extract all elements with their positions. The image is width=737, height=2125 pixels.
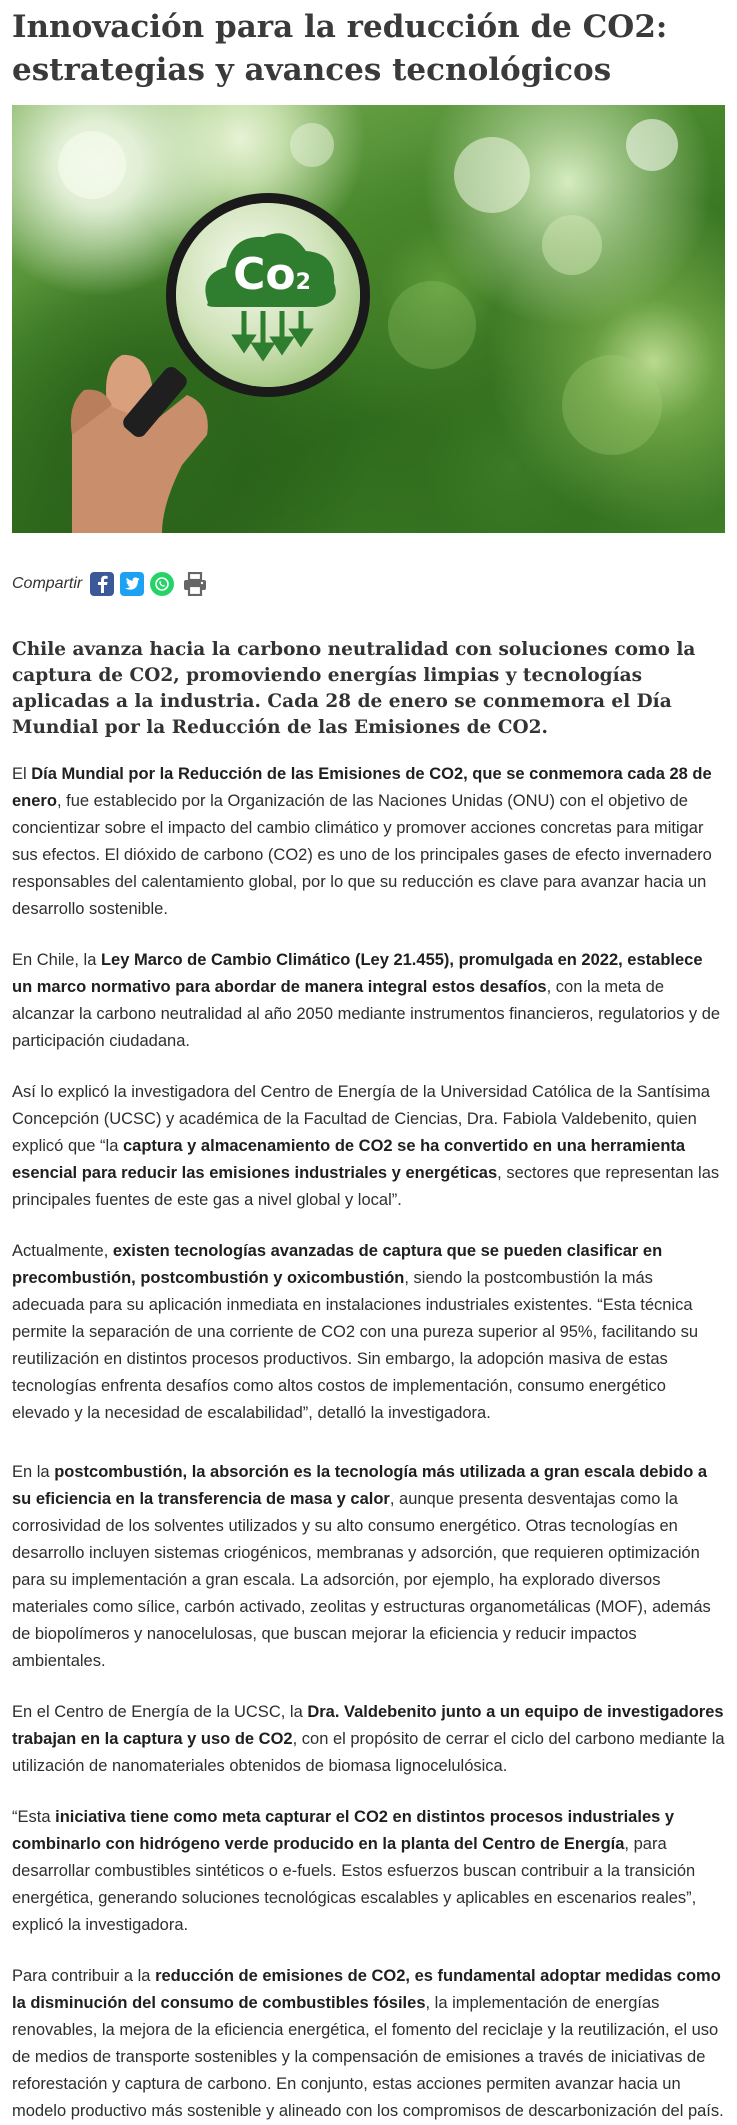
body-text: , la implementación de energías renovables, la mejora de la eficiencia energética, el fomento del reciclaje y la reutilización, el uso de medios de transporte sostenibles y la compensación de emisiones a través de iniciativas de reforestación y captura de carbono. En conjunto, estas acciones permiten avanzar hacia un modelo productivo más sostenible y alineado con los compromisos de descarbonización del país. <box>12 1994 724 2120</box>
share-bar <box>12 569 725 599</box>
print-button[interactable] <box>180 572 210 596</box>
paragraph-1 <box>12 761 725 923</box>
article-title: Innovación para la reducción de CO2: estrategias y avances tecnológicos <box>12 9 668 88</box>
body-text: El <box>12 765 32 783</box>
whatsapp-icon <box>154 576 170 592</box>
bold-text: postcombustión, la absorción es la tecnología más utilizada a gran escala debido a su eficiencia en la transferencia de masa y calor <box>12 1463 708 1508</box>
facebook-icon <box>95 575 109 593</box>
co2-subscript: 2 <box>295 270 311 295</box>
paragraph-6 <box>12 1699 725 1780</box>
bold-text: Ley Marco de Cambio Climático (Ley 21.455), promulgada en 2022, establece un marco normativo para abordar de manera integral estos desafíos <box>12 951 703 996</box>
body-text: , para desarrollar combustibles sintéticos o e-fuels. Estos esfuerzos buscan contribuir a la transición energética, generando soluciones tecnológicas escalables y aplicables en escenarios reales”, explicó la investigadora. <box>12 1835 697 1934</box>
paragraph-2 <box>12 947 725 1055</box>
body-text: , sectores que representan las principales fuentes de este gas a nivel global y local”. <box>12 1164 720 1209</box>
body-text: Así lo explicó la investigadora del Centro de Energía de la Universidad Católica de la Santísima Concepción (UCSC) y académica de la Facultad de Ciencias, Dra. Fabiola Valdebenito, quien explicó que “la <box>12 1083 710 1155</box>
body-text: , fue establecido por la Organización de las Naciones Unidas (ONU) con el objetivo de concientizar sobre el impacto del cambio climático y promover acciones concretas para mitigar sus efectos. El dióxido de carbono (CO2) es uno de los principales gases de efecto invernadero responsables del calentamiento global, por lo que su reducción es clave para avanzar hacia un desarrollo sostenible. <box>12 792 712 918</box>
whatsapp-share-button[interactable] <box>150 572 174 596</box>
bold-text: Día Mundial por la Reducción de las Emisiones de CO2, que se conmemora cada 28 de enero <box>12 765 712 810</box>
body-text: Para contribuir a la <box>12 1967 156 1985</box>
body-text: En Chile, la <box>12 951 101 969</box>
body-text: Actualmente, <box>12 1242 113 1260</box>
body-text: En el Centro de Energía de la UCSC, la <box>12 1703 308 1721</box>
body-text: , aunque presenta desventajas como la corrosividad de los solventes utilizados y su alto consumo energético. Otras tecnologías en desarrollo incluyen sistemas criogénicos, membranas y adsorción, que requieren optimización para su implementación a gran escala. La adsorción, por ejemplo, ha explorado diversos materiales como sílice, carbón activado, zeolitas y estructuras organometálicas (MOF), además de biopolímeros y nanocelulosas, que buscan mejorar la eficiencia y reducir impactos ambientales. <box>12 1490 711 1670</box>
body-text: , con la meta de alcanzar la carbono neutralidad al año 2050 mediante instrumentos financieros, regulatorios y de participación ciudadana. <box>12 978 721 1050</box>
paragraph-3 <box>12 1079 725 1214</box>
paragraph-8 <box>12 1963 725 2125</box>
co2-icon-label <box>217 250 327 308</box>
body-text: , siendo la postcombustión la más adecuada para su aplicación inmediata en instalaciones industriales existentes. “Esta técnica permite la separación de una corriente de CO2 con una pureza superior al 95%, facilitando su reutilización en distintos procesos productivos. Sin embargo, la adopción masiva de estas tecnologías enfrenta desafíos como altos costos de implementación, consumo energético elevado y la necesidad de escalabilidad”, detalló la investigadora. <box>12 1269 699 1422</box>
bold-text: captura y almacenamiento de CO2 se ha convertido en una herramienta esencial para reducir las emisiones industriales y energéticas <box>12 1137 686 1182</box>
magnifier-illustration <box>12 105 725 533</box>
article-lead: Chile avanza hacia la carbono neutralidad con soluciones como la captura de CO2, promoviendo energías limpias y tecnologías aplicadas a la industria. Cada 28 de enero se conmemora el Día Mundial por la Reducción de las Emisiones de CO2. <box>12 639 696 738</box>
twitter-share-button[interactable] <box>120 572 144 596</box>
bold-text: iniciativa tiene como meta capturar el CO2 en distintos procesos industriales y combinarlo con hidrógeno verde producido en la planta del Centro de Energía <box>12 1808 675 1853</box>
co2-text: Co <box>233 249 296 300</box>
body-text: “Esta <box>12 1808 56 1826</box>
print-icon <box>182 572 208 596</box>
bold-text: Dra. Valdebenito junto a un equipo de investigadores trabajan en la captura y uso de CO2 <box>12 1703 724 1748</box>
body-text: , con el propósito de cerrar el ciclo del carbono mediante la utilización de nanomateriales obtenidos de biomasa lignocelulósica. <box>12 1730 725 1775</box>
facebook-share-button[interactable] <box>90 572 114 596</box>
paragraph-5 <box>12 1459 725 1675</box>
paragraph-7 <box>12 1804 725 1939</box>
share-label: Compartir <box>12 575 83 592</box>
body-text: En la <box>12 1463 55 1481</box>
twitter-icon <box>124 577 140 591</box>
bold-text: existen tecnologías avanzadas de captura que se pueden clasificar en precombustión, postcombustión y oxicombustión <box>12 1242 663 1287</box>
paragraph-4 <box>12 1238 725 1427</box>
article-body <box>12 761 725 2125</box>
hero-image <box>12 105 725 533</box>
bold-text: reducción de emisiones de CO2, es fundamental adoptar medidas como la disminución del consumo de combustibles fósiles <box>12 1967 721 2012</box>
